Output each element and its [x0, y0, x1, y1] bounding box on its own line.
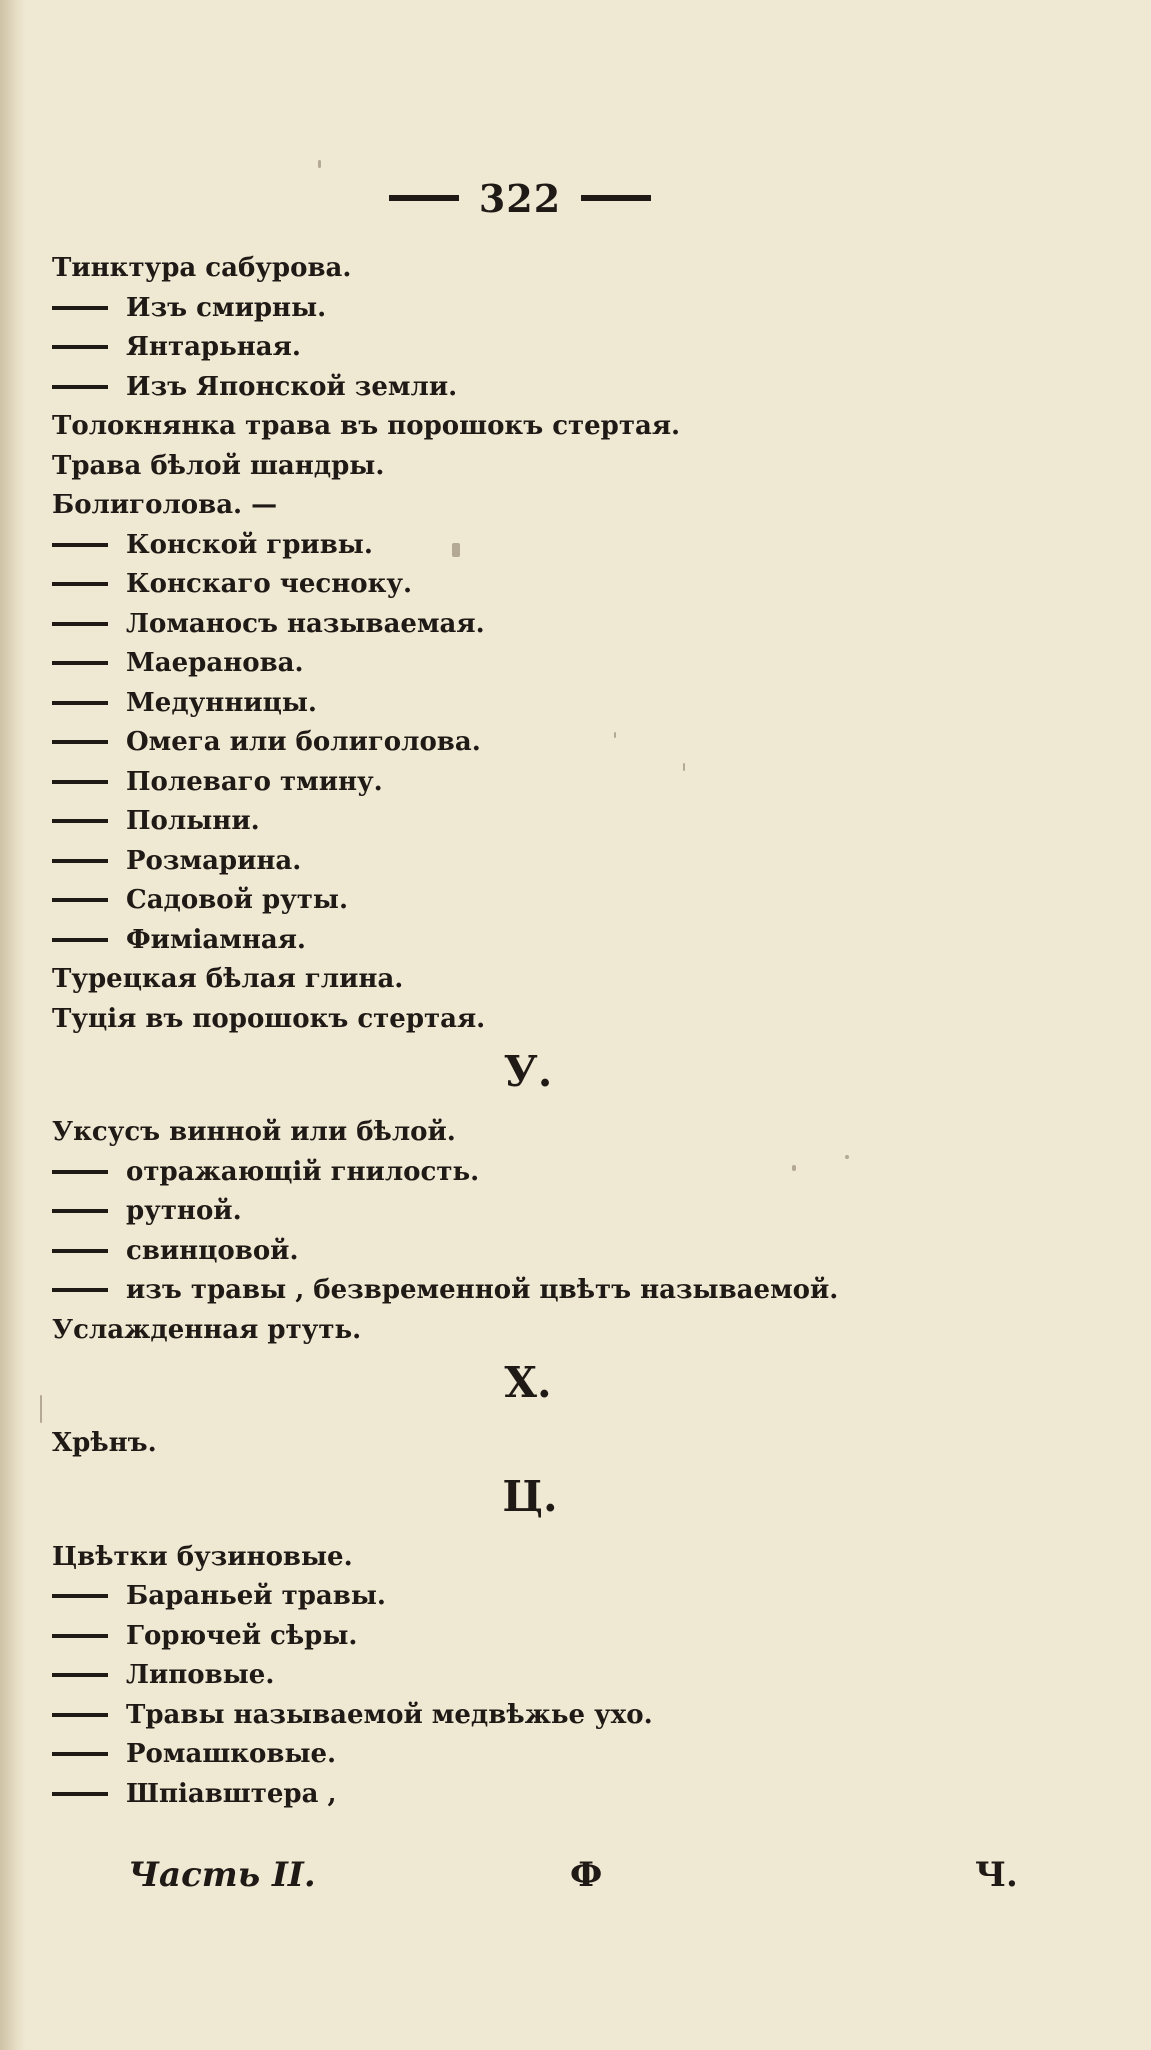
paper-speck — [452, 543, 460, 557]
ditto-dash — [52, 345, 108, 349]
entry-line — [52, 446, 384, 486]
entry-text: Болиголова. — — [52, 490, 278, 520]
entry-line — [52, 1537, 353, 1577]
entry-line — [52, 1231, 299, 1271]
ditto-dash — [52, 701, 108, 705]
entry-line — [52, 1270, 838, 1310]
entry-line — [52, 722, 481, 762]
entry-text: Маеранова. — [126, 648, 304, 678]
page-gutter-shadow — [0, 0, 26, 2050]
entry-line — [52, 288, 326, 328]
entry-text: Ромашковые. — [126, 1739, 337, 1769]
ditto-dash — [52, 898, 108, 902]
ditto-dash — [52, 622, 108, 626]
entry-line — [52, 1576, 386, 1616]
entry-text: Тинктура сабурова. — [52, 253, 352, 283]
entry-text: Горючей сѣры. — [126, 1620, 358, 1651]
section-letter: У. — [503, 1047, 553, 1096]
entry-text: Полеваго тмину. — [126, 766, 383, 797]
entry-line — [52, 564, 412, 604]
entry-text: рутной. — [126, 1196, 242, 1226]
entry-line — [52, 1191, 242, 1231]
entry-text: изъ травы , безвременной цвѣтъ называемой. — [126, 1275, 839, 1305]
entry-text: Янтарьная. — [126, 332, 301, 362]
entry-text: Конской гривы. — [126, 529, 373, 560]
header-dash-right — [581, 195, 651, 201]
entry-line — [52, 1112, 456, 1152]
ditto-dash — [52, 938, 108, 942]
entry-line — [52, 683, 317, 723]
ditto-dash — [52, 740, 108, 744]
entry-line — [52, 327, 301, 367]
entry-text: Омега или болиголова. — [126, 727, 481, 757]
entry-text: отражающій гнилость. — [126, 1156, 480, 1187]
entry-line — [52, 959, 403, 999]
entry-text: Услажденная ртуть. — [52, 1314, 362, 1345]
entry-text: Изъ смирны. — [126, 292, 327, 323]
entry-line — [52, 1423, 157, 1463]
entry-line — [52, 406, 680, 446]
ditto-dash — [52, 543, 108, 547]
paper-speck — [845, 1155, 849, 1159]
entry-text: Трава бѣлой шандры. — [52, 450, 385, 481]
ditto-dash — [52, 1209, 108, 1213]
paper-speck — [40, 1395, 42, 1423]
section-letter: Х. — [504, 1358, 552, 1407]
ditto-dash — [52, 819, 108, 823]
entry-line — [52, 1655, 274, 1695]
entry-line — [52, 1774, 337, 1814]
entry-line — [52, 367, 457, 407]
entry-text: Розмарина. — [126, 845, 302, 876]
entry-line — [52, 1310, 361, 1350]
ditto-dash — [52, 1288, 108, 1292]
entry-text: Липовые. — [126, 1660, 275, 1690]
entry-text: Садовой руты. — [126, 885, 349, 915]
footer-signature-mark: Ф — [570, 1855, 603, 1895]
ditto-dash — [52, 1792, 108, 1796]
entry-line — [52, 920, 306, 960]
entry-text: свинцовой. — [126, 1235, 299, 1266]
entry-text: Цвѣтки бузиновые. — [52, 1541, 353, 1572]
ditto-dash — [52, 385, 108, 389]
entry-line — [52, 643, 304, 683]
ditto-dash — [52, 306, 108, 310]
ditto-dash — [52, 859, 108, 863]
entry-line — [52, 1734, 336, 1774]
entry-text: Толокнянка трава въ порошокъ стертая. — [52, 411, 681, 441]
paper-speck — [683, 763, 685, 771]
ditto-dash — [52, 1594, 108, 1598]
ditto-dash — [52, 1634, 108, 1638]
entry-line — [52, 880, 348, 920]
paper-speck — [614, 732, 616, 738]
entry-text: Ломаносъ называемая. — [126, 608, 485, 639]
entry-text: Туція въ порошокъ стертая. — [52, 1003, 486, 1034]
paper-speck — [792, 1165, 796, 1171]
entry-line — [52, 1695, 653, 1735]
entry-line — [52, 525, 373, 565]
entry-text: Бараньей травы. — [126, 1581, 386, 1611]
entry-text: Турецкая бѣлая глина. — [52, 964, 404, 994]
ditto-dash — [52, 582, 108, 586]
entry-text: Конскаго чесноку. — [126, 569, 413, 599]
entry-line — [52, 604, 485, 644]
entry-text: Шпіавштера , — [126, 1778, 337, 1809]
entry-line — [52, 762, 383, 802]
entry-text: Изъ Японской земли. — [126, 371, 458, 402]
ditto-dash — [52, 1249, 108, 1253]
ditto-dash — [52, 1673, 108, 1677]
entry-text: Фиміамная. — [126, 924, 306, 955]
entry-line — [52, 801, 260, 841]
ditto-dash — [52, 661, 108, 665]
ditto-dash — [52, 780, 108, 784]
entry-line — [52, 1616, 357, 1656]
paper-speck — [318, 160, 321, 168]
footer-catchword: Ч. — [975, 1855, 1018, 1895]
ditto-dash — [52, 1713, 108, 1717]
entry-line — [52, 485, 277, 525]
entry-text: Травы называемой медвѣжье ухо. — [126, 1699, 653, 1730]
ditto-dash — [52, 1170, 108, 1174]
entry-text: Полыни. — [126, 806, 260, 836]
entry-text: Уксусъ винной или бѣлой. — [52, 1117, 456, 1147]
header-dash-left — [389, 195, 459, 201]
entry-line — [52, 999, 485, 1039]
entry-line — [52, 841, 301, 881]
footer-part-label: Часть II. — [128, 1855, 316, 1895]
ditto-dash — [52, 1752, 108, 1756]
entry-line — [52, 1152, 479, 1192]
entry-line — [52, 248, 351, 288]
page-header — [380, 168, 660, 228]
page-number: 322 — [478, 175, 562, 221]
section-letter: Ц. — [502, 1471, 558, 1521]
entry-text: Хрѣнъ. — [52, 1428, 157, 1458]
page-footer — [0, 1850, 1151, 1900]
entry-text: Медунницы. — [126, 687, 317, 718]
